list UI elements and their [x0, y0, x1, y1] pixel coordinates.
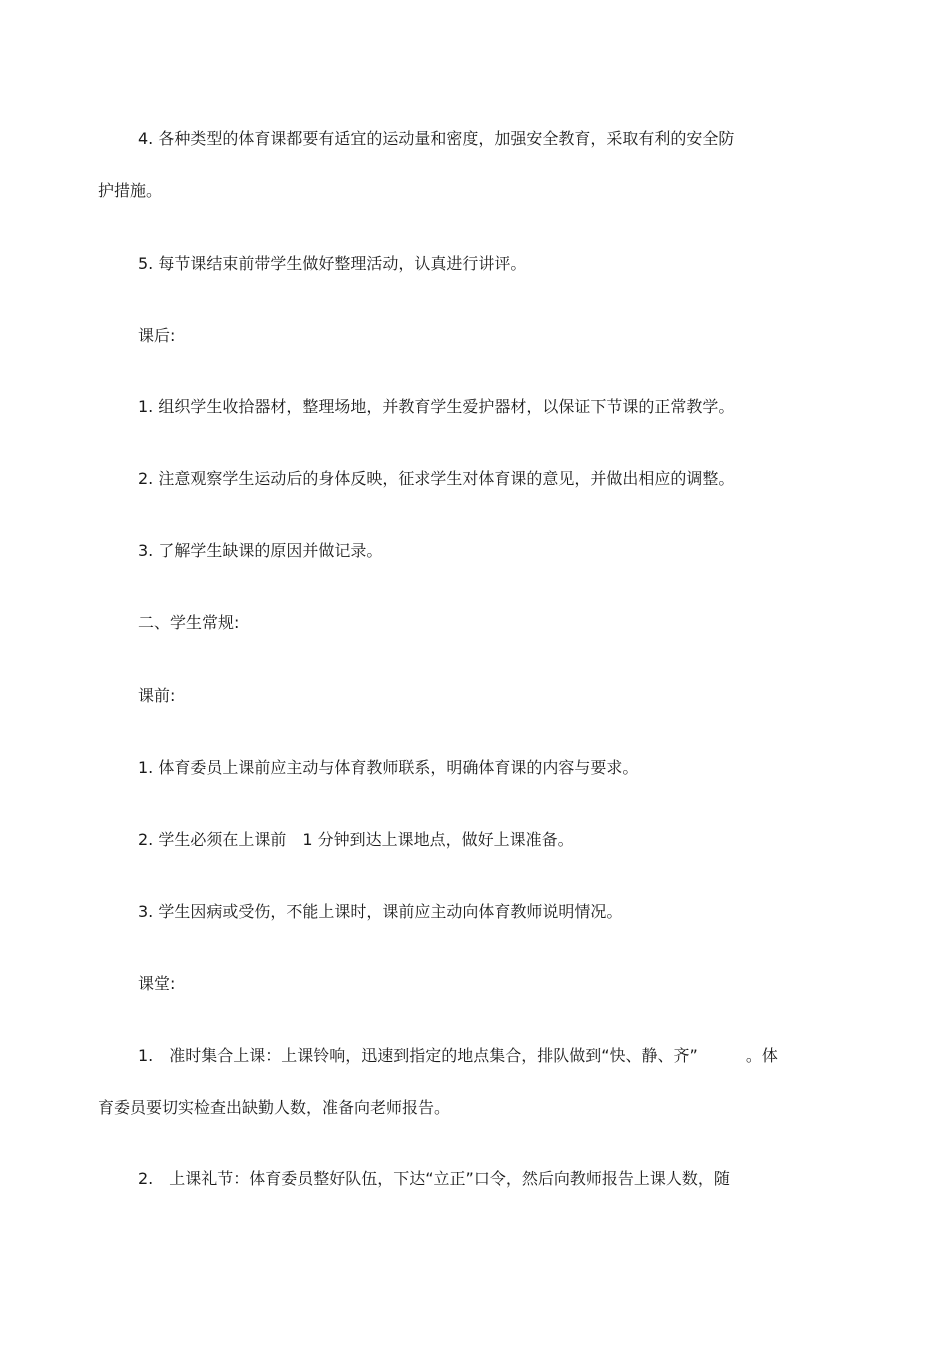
paragraph-line: 1. 准时集合上课：上课铃响，迅速到指定的地点集合，排队做到“快、静、齐” 。体: [138, 1046, 778, 1065]
paragraph-line: 5. 每节课结束前带学生做好整理活动，认真进行讲评。: [138, 254, 527, 273]
paragraph-line: 护措施。: [98, 181, 163, 200]
section-heading: 课堂:: [138, 974, 176, 993]
section-heading: 二、学生常规:: [138, 613, 240, 632]
paragraph-line: 育委员要切实检查出缺勤人数，准备向老师报告。: [98, 1098, 451, 1117]
paragraph-line: 2. 上课礼节：体育委员整好队伍，下达“立正”口令，然后向教师报告上课人数，随: [138, 1169, 730, 1188]
section-heading: 课前:: [138, 686, 176, 705]
paragraph-line: 1. 体育委员上课前应主动与体育教师联系，明确体育课的内容与要求。: [138, 758, 639, 777]
paragraph-line: 3. 学生因病或受伤，不能上课时，课前应主动向体育教师说明情况。: [138, 902, 623, 921]
paragraph-line: 1. 组织学生收拾器材，整理场地，并教育学生爱护器材，以保证下节课的正常教学。: [138, 397, 735, 416]
paragraph-line: 4. 各种类型的体育课都要有适宜的运动量和密度，加强安全教育，采取有利的安全防: [138, 129, 735, 148]
paragraph-line: 2. 学生必须在上课前 1 分钟到达上课地点，做好上课准备。: [138, 830, 574, 849]
section-heading: 课后:: [138, 326, 176, 345]
paragraph-line: 3. 了解学生缺课的原因并做记录。: [138, 541, 383, 560]
paragraph-line: 2. 注意观察学生运动后的身体反映，征求学生对体育课的意见，并做出相应的调整。: [138, 469, 735, 488]
